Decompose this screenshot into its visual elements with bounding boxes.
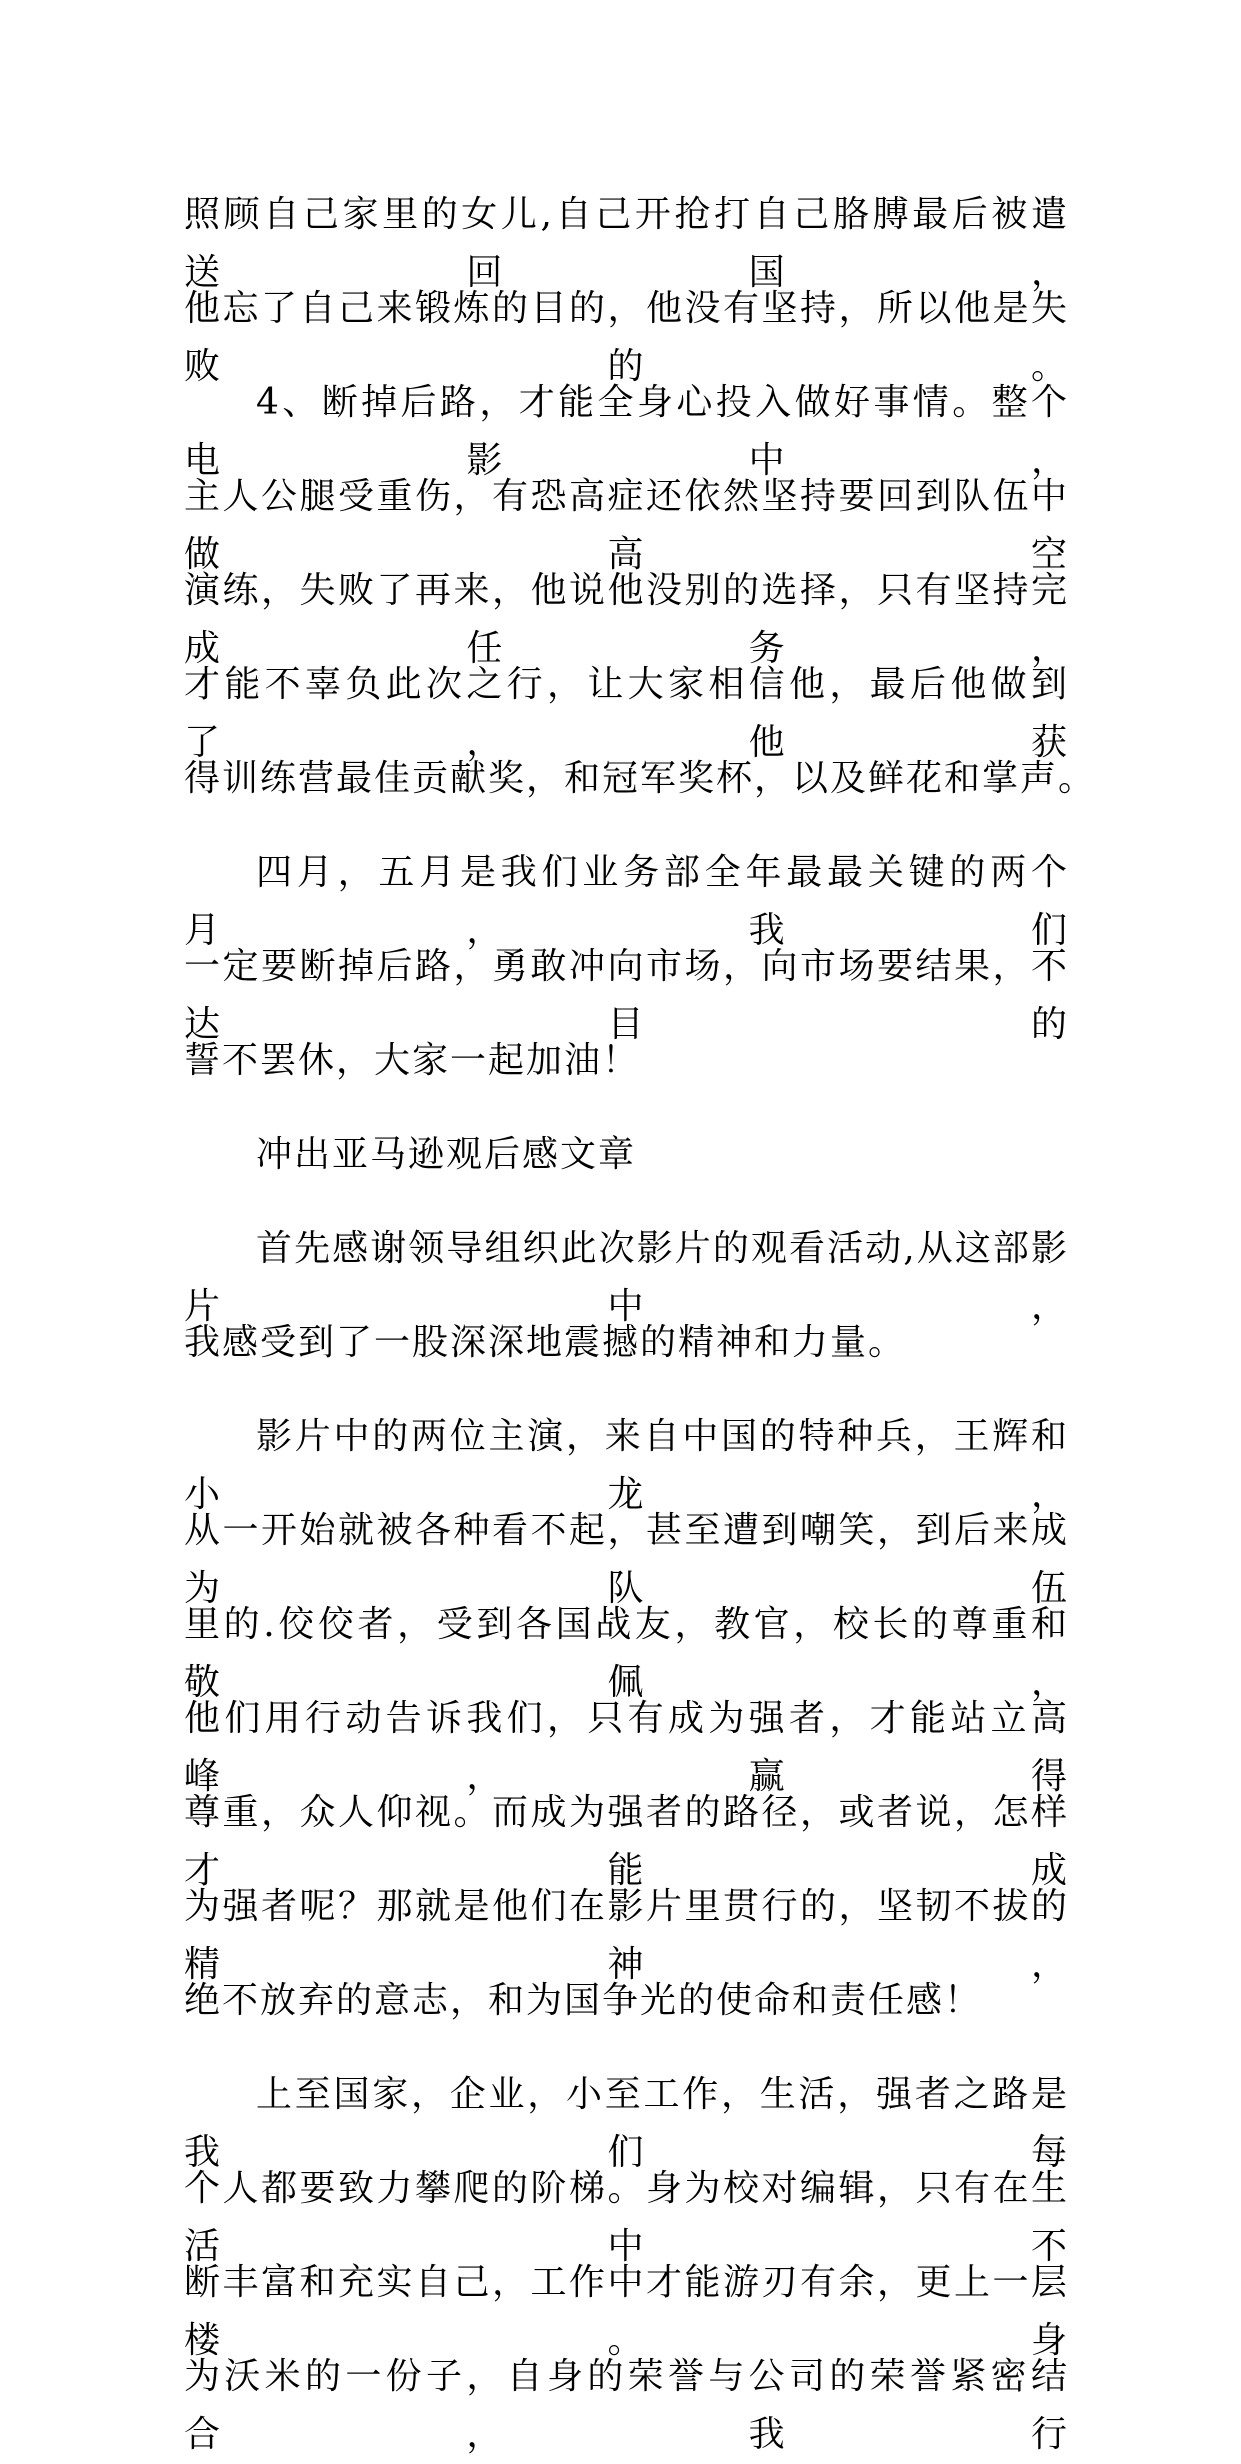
text-line: 才能不辜负此次之行，让大家相信他，最后他做到了，他获 [184,664,1069,763]
text-line paragraph-start: 首先感谢领导组织此次影片的观看活动,从这部影片中， [184,1228,1069,1327]
text-line paragraph-end: 誓不罢休，大家一起加油！ [184,1040,641,1081]
text-line: 一定要断掉后路，勇敢冲向市场，向市场要结果，不达目的 [184,946,1069,1045]
text-line: 照顾自己家里的女儿,自己开抢打自己胳膊最后被遣送回国， [184,194,1069,293]
text-line paragraph-start: 4、断掉后路，才能全身心投入做好事情。整个电影中， [184,382,1069,481]
section-title-line: 冲出亚马逊观后感文章 [256,1134,637,1175]
text-line: 演练，失败了再来，他说他没别的选择，只有坚持完成任务， [184,570,1069,669]
text-line: 他忘了自己来锻炼的目的，他没有坚持，所以他是失败的。 [184,288,1069,387]
text-line: 里的.佼佼者，受到各国战友，教官，校长的尊重和敬佩， [184,1604,1069,1703]
text-line paragraph-start: 四月，五月是我们业务部全年最最关键的两个月，我们 [184,852,1069,951]
text-line paragraph-end: 得训练营最佳贡献奖，和冠军奖杯，以及鲜花和掌声。 [184,758,1097,799]
text-line: 主人公腿受重伤，有恐高症还依然坚持要回到队伍中做高空 [184,476,1069,575]
text-line: 尊重，众人仰视。而成为强者的路径，或者说，怎样才能成 [184,1792,1069,1891]
text-line paragraph-start: 影片中的两位主演，来自中国的特种兵，王辉和小龙， [184,1416,1069,1515]
text-line: 个人都要致力攀爬的阶梯。身为校对编辑，只有在生活中不 [184,2168,1069,2267]
text-line: 为强者呢？那就是他们在影片里贯行的，坚韧不拔的精神， [184,1886,1069,1985]
text-line paragraph-end: 我感受到了一股深深地震撼的精神和力量。 [184,1322,907,1363]
text-line: 他们用行动告诉我们，只有成为强者，才能站立高峰，赢得 [184,1698,1069,1797]
text-line paragraph-end: 绝不放弃的意志，和为国争光的使命和责任感！ [184,1980,983,2021]
text-block [184,186,1097,2455]
text-line: 从一开始就被各种看不起，甚至遭到嘲笑，到后来成为队伍 [184,1510,1069,1609]
text-line: 为沃米的一份子，自身的荣誉与公司的荣誉紧密结合，我行 [184,2356,1069,2455]
text-line paragraph-start: 上至国家，企业，小至工作，生活，强者之路是我们每 [184,2074,1069,2173]
text-line: 断丰富和充实自己，工作中才能游刃有余，更上一层楼。身 [184,2262,1069,2361]
